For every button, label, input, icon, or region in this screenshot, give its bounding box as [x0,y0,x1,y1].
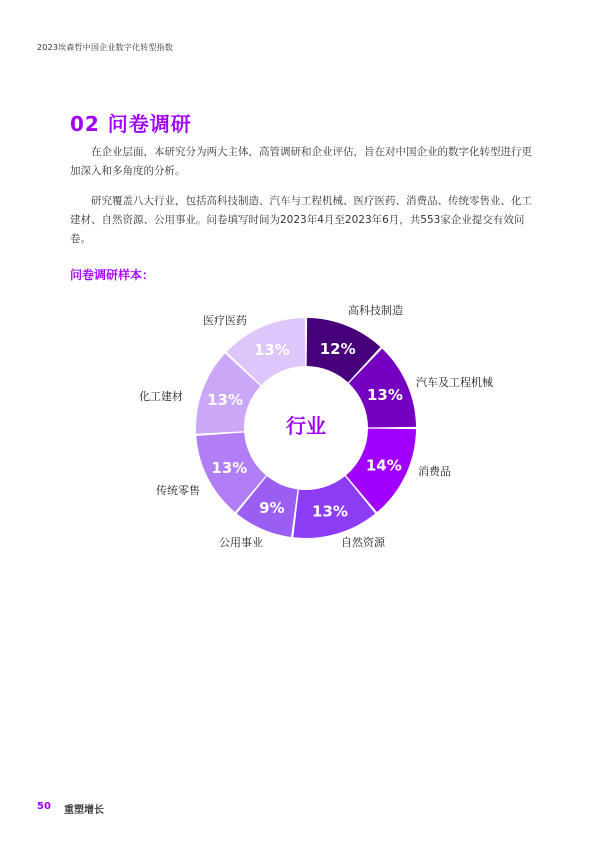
footer-title: 重塑增长 [64,805,104,816]
slice-value-label: 13% [211,459,248,478]
coverage-paragraph: 研究覆盖八大行业，包括高科技制造、汽车与工程机械、医疗医药、消费品、传统零售业、化工建材、自然资源、公用事业。问卷填写时间为2023年4月至2023年6月，共553家企业提交有效问卷。 [70,195,532,245]
page-number: 50 [37,801,51,812]
slice-category-label: 汽车及工程机械 [416,376,493,389]
slice-category-label: 消费品 [418,465,451,478]
intro-paragraph: 在企业层面，本研究分为两大主体，高管调研和企业评估，旨在对中国企业的数字化转型进行更加深入和多角度的分析。 [70,146,532,177]
slice-category-label: 自然资源 [341,536,385,549]
slice-value-label: 13% [253,341,290,360]
running-header: 2023埃森哲中国企业数字化转型指数 [37,43,173,52]
slice-value-label: 13% [207,390,244,409]
section-title: 02 问卷调研 [70,112,192,136]
slice-value-label: 13% [312,502,348,521]
slice-value-label: 13% [366,385,403,404]
slice-category-label: 传统零售 [156,484,200,497]
slice-category-label: 医疗医药 [203,314,247,327]
slice-category-label: 公用事业 [219,536,263,549]
chart-heading: 问卷调研样本： [70,268,155,282]
slice-category-label: 高科技制造 [348,304,403,317]
slice-category-label: 化工建材 [139,390,183,403]
slice-value-label: 9% [259,498,285,517]
donut-center-label: 行业 [286,414,326,438]
slice-value-label: 12% [319,340,356,359]
slice-value-label: 14% [365,456,402,475]
